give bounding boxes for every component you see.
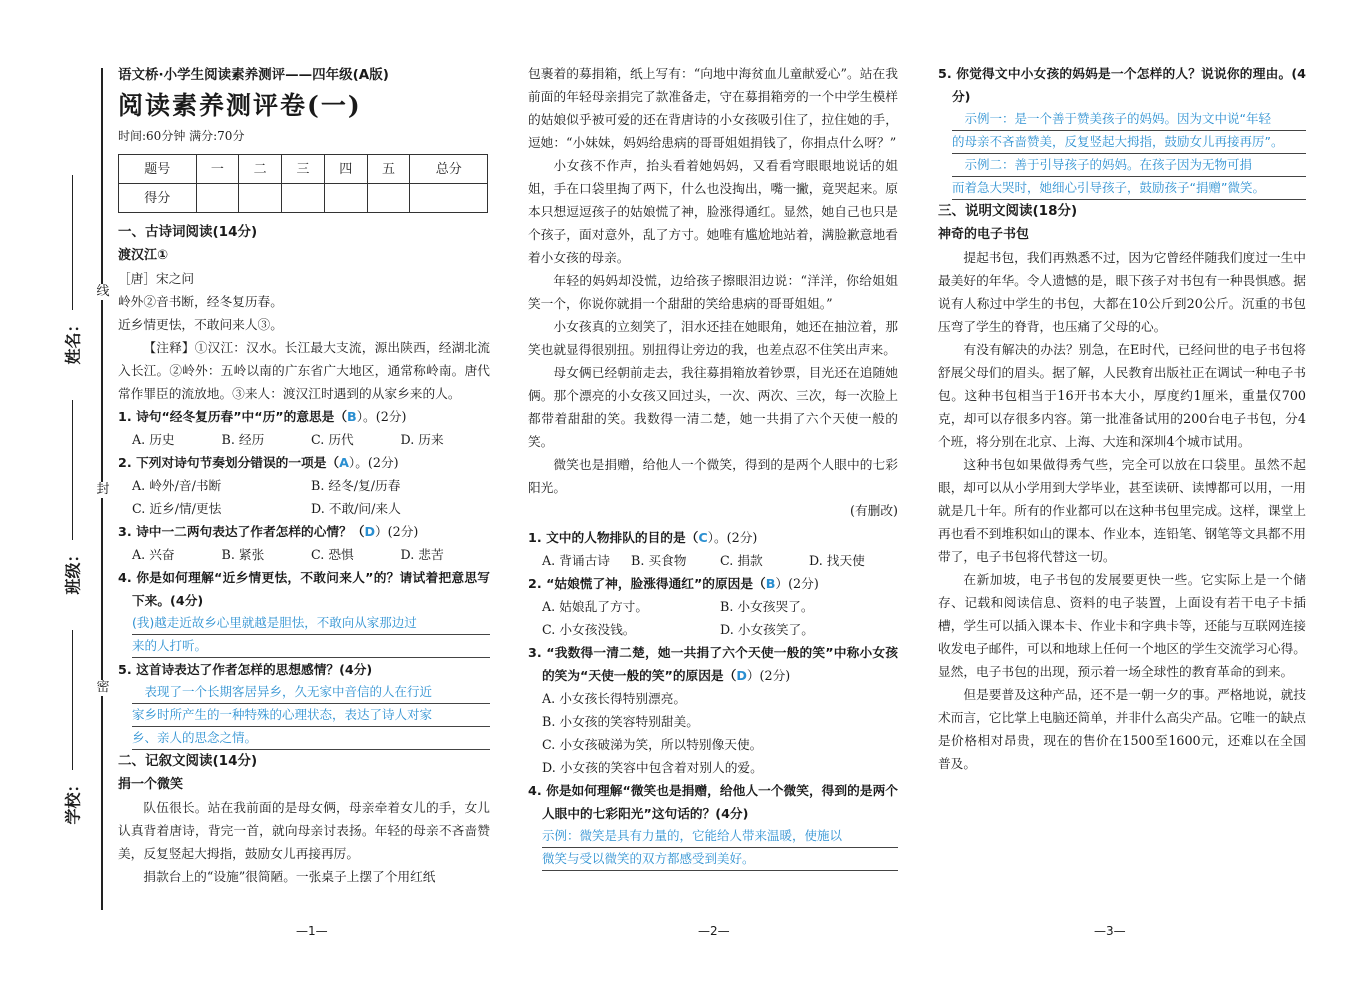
score-cell: 五 — [367, 155, 410, 184]
answer-choice: D — [736, 668, 747, 683]
score-cell: 三 — [282, 155, 325, 184]
options-1-3: A. 兴奋 B. 紧张 C. 恐惧 D. 悲苦 — [132, 547, 444, 562]
column-1 — [118, 62, 490, 888]
source-note: (有删改) — [850, 503, 898, 518]
score-input-cell[interactable] — [324, 184, 367, 213]
question-1-1: 1. 诗句“经冬复历春”中“历”的意思是（B）。(2分) — [118, 409, 407, 424]
poem-author: ［唐］宋之问 — [118, 271, 195, 286]
series-title: 语文桥·小学生阅读素养测评——四年级(A版) — [118, 67, 389, 83]
answer-1-5: 表现了一个长期客居异乡，久无家中音信的人在行近 家乡时所产生的一种特殊的心理状态，表达了诗人对家 乡、亲人的思念之情。 — [118, 681, 490, 750]
answer-choice: B — [765, 576, 776, 591]
article-paragraph: 但是要普及这种产品，还不是一朝一夕的事。严格地说，就技术而言，它比掌上电脑还简单，并非什么高尖产品。它唯一的缺点是价格相对昂贵，现在的售价在1500至1600元，还难以在全国普及。 — [938, 687, 1306, 771]
question-1-5: 5. 这首诗表达了作者怎样的思想感情？(4分) — [118, 662, 373, 677]
options-2-2b: C. 小女孩没钱。 D. 小女孩笑了。 — [542, 622, 814, 637]
page-number-2: —2— — [698, 924, 730, 938]
story-paragraph: 队伍很长。站在我前面的是母女俩，母亲牵着女儿的手，女儿认真背着唐诗，背完一首，就向母亲讨表扬。年轻的母亲不吝啬赞美，反复竖起大拇指，鼓励女儿再接再厉。 — [118, 800, 490, 861]
score-cell: 一 — [196, 155, 239, 184]
binding-margin — [0, 0, 115, 999]
section-1-heading: 一、古诗词阅读(14分) — [118, 224, 258, 240]
article-paragraph: 提起书包，我们再熟悉不过，因为它曾经伴随我们度过一生中最美好的年华。令人遗憾的是，眼下孩子对书包有一种畏惧感。据说有人称过中学生的书包，大都在10公斤到20公斤。沉重的书包压弯了学生的脊背，也压痛了父母的心。 — [938, 250, 1306, 334]
options-2-2: A. 姑娘乱了方寸。 B. 小女孩哭了。 — [542, 599, 814, 614]
section-2-heading: 二、记叙文阅读(14分) — [118, 753, 258, 769]
score-cell: 二 — [239, 155, 282, 184]
class-field-line — [72, 400, 73, 540]
story-paragraph: 年轻的妈妈却没慌，边给孩子擦眼泪边说：“洋洋，你给姐姐笑一个，你说你就捐一个甜甜的笑给患病的哥哥姐姐。” — [528, 273, 898, 311]
story-paragraph: 捐款台上的“设施”很简陋。一张桌子上摆了个用红纸 — [143, 869, 436, 884]
answer-choice: C — [698, 530, 708, 545]
name-field-label: 姓名： — [63, 316, 83, 365]
page-number-3: —3— — [1094, 924, 1126, 938]
story-paragraph: 小女孩不作声，抬头看着她妈妈，又看看穹眼眼地说话的姐姐，手在口袋里掏了两下，什么也没掏出，嘴一撇，竟哭起来。原本只想逗逗孩子的姑娘慌了神，脸涨得通红。显然，她自己也只是个孩子，面对意外，乱了方寸。她唯有尴尬地站着，满脸歉意地看着小女孩的母亲。 — [528, 158, 898, 265]
section-3-heading: 三、说明文阅读(18分) — [938, 203, 1078, 219]
column-3 — [938, 62, 1306, 775]
class-field-label: 班级： — [63, 546, 83, 595]
options-1-1: A. 历史 B. 经历 C. 历代 D. 历来 — [132, 432, 444, 447]
article-paragraph: 这种书包如果做得秀气些，完全可以放在口袋里。虽然不起眼，却可以从小学用到大学毕业，甚至读研、读博都可以用，一用就是几十年。所有的作业都可以在这种书包里完成。这样，课堂上再也看不到堆积如山的课本、作业本，连铅笔、钢笔等文具都不用带了，电子书包将代替这一切。 — [938, 457, 1306, 564]
article-title: 神奇的电子书包 — [938, 227, 1030, 242]
option: A. 小女孩长得特别漂亮。 — [542, 691, 687, 706]
exam-meta: 时间:60分钟 满分:70分 — [118, 129, 245, 143]
score-cell: 题号 — [119, 155, 197, 184]
poem-line-2: 近乡情更怯，不敢问来人③。 — [118, 317, 283, 332]
score-table — [118, 154, 488, 213]
option: C. 小女孩破涕为笑，所以特别像天使。 — [542, 737, 763, 752]
option: B. 小女孩的笑容特别甜美。 — [542, 714, 699, 729]
answer-2-4: 示例：微笑是具有力量的，它能给人带来温暖，使施以 微笑与受以微笑的双方都感受到美好。 — [528, 825, 898, 871]
question-2-4: 4. 你是如何理解“微笑也是捐赠，给他人一个微笑，得到的是两个人眼中的七彩阳光”这句话的？(4分) — [528, 783, 898, 821]
score-input-cell[interactable] — [410, 184, 488, 213]
score-input-cell[interactable] — [367, 184, 410, 213]
score-cell: 总分 — [410, 155, 488, 184]
options-1-2: A. 岭外/音/书断 B. 经冬/复/历春 — [132, 478, 401, 493]
score-table-score-row — [119, 184, 488, 213]
story-paragraph: 小女孩真的立刻笑了，泪水还挂在她眼角，她还在抽泣着，那笑也就显得很别扭。别扭得让旁边的我，也差点忍不住笑出声来。 — [528, 319, 898, 357]
poem-line-1: 岭外②音书断，经冬复历春。 — [118, 294, 283, 309]
question-1-2: 2. 下列对诗句节奏划分错误的一项是（A）。(2分) — [118, 455, 399, 470]
score-cell: 四 — [324, 155, 367, 184]
options-2-1: A. 背诵古诗 B. 买食物 C. 捐款 D. 找天使 — [542, 553, 865, 568]
binding-word-secret: 密 — [96, 680, 110, 695]
answer-choice: B — [347, 409, 357, 424]
story-paragraph: 包裹着的募捐箱，纸上写有：“向地中海贫血儿童献爱心”。站在我前面的年轻母亲捐完了款准备走，守在募捐箱旁的一个中学生模样的姑娘似乎被可爱的还在背唐诗的小女孩吸引住了，拉住她的手，逗她：“小妹妹，妈妈给患病的哥哥姐姐捐钱了，你捐点什么呀？” — [528, 66, 898, 150]
score-cell: 得分 — [119, 184, 197, 213]
answer-1-4: (我)越走近故乡心里就越是胆怯，不敢向从家那边过 来的人打听。 — [118, 612, 490, 658]
school-field-label: 学校： — [63, 776, 83, 825]
score-input-cell[interactable] — [196, 184, 239, 213]
answer-choice: A — [339, 455, 349, 470]
score-input-cell[interactable] — [282, 184, 325, 213]
answer-2-5: 示例一：是一个善于赞美孩子的妈妈。因为文中说“年轻 的母亲不吝啬赞美，反复竖起大拇指，鼓励女儿再接再厉”。 示例二：善于引导孩子的妈妈。在孩子因为无物可捐 而着急大哭时，她细心引导孩子，鼓励孩子“捐赠”微笑。 — [938, 108, 1306, 200]
article-paragraph: 在新加坡，电子书包的发展要更快一些。它实际上是一个储存、记载和阅读信息、资料的电子装置，上面设有若干电子卡插槽，学生可以插入课本卡、作业卡和字典卡等，还能与互联网连接收发电子邮件，可以和地球上任何一个地区的学生交流学习心得。显然，电子书包的出现，预示着一场全球性的教育革命的到来。 — [938, 572, 1306, 679]
question-1-3: 3. 诗中一二两句表达了作者怎样的心情？（D）(2分) — [118, 524, 419, 539]
name-field-line — [72, 175, 73, 310]
question-1-4: 4. 你是如何理解“近乡情更怯，不敢问来人”的？请试着把意思写下来。(4分) — [118, 570, 490, 608]
column-2 — [528, 62, 898, 871]
school-field-line — [72, 630, 73, 770]
question-2-1: 1. 文中的人物排队的目的是（C）。(2分) — [528, 530, 758, 545]
option: D. 小女孩的笑容中包含着对别人的爱。 — [542, 760, 763, 775]
question-2-2: 2. “姑娘慌了神，脸涨得通红”的原因是（B）(2分) — [528, 576, 819, 591]
score-input-cell[interactable] — [239, 184, 282, 213]
answer-choice: D — [364, 524, 375, 539]
article-paragraph: 有没有解决的办法？别急，在E时代，已经问世的电子书包将舒展父母们的眉头。据了解，人民教育出版社正在调试一种电子书包。这种书包相当于16开书本大小，厚度约1厘米，重量仅700克，却可以存很多内容。第一批准备试用的200台电子书包，分4个班，将分别在北京、上海、大连和深圳4个城市试用。 — [938, 342, 1306, 449]
poem-notes: 【注释】①汉江：汉水。长江最大支流，源出陕西，经湖北流入长江。②岭外：五岭以南的广东省广大地区，通常称岭南。唐代常作罪臣的流放地。③来人：渡汉江时遇到的从家乡来的人。 — [118, 340, 490, 401]
exam-title: 阅读素养测评卷(一) — [118, 91, 362, 120]
poem-title: 渡汉江① — [118, 248, 169, 263]
options-1-2b: C. 近乡/情/更怯 D. 不敢/问/来人 — [132, 501, 401, 516]
page-number-1: —1— — [296, 924, 328, 938]
binding-word-seal: 封 — [96, 482, 110, 497]
question-2-3: 3. “我数得一清二楚，她一共捐了六个天使一般的笑”中称小女孩的笑为“天使一般的笑”的原因是（D）(2分) — [528, 645, 898, 683]
question-2-5: 5. 你觉得文中小女孩的妈妈是一个怎样的人？说说你的理由。(4分) — [938, 66, 1306, 104]
binding-word-line: 线 — [96, 284, 110, 299]
story-paragraph: 母女俩已经朝前走去，我往募捐箱放着钞票，目光还在追随她俩。那个漂亮的小女孩又回过头，一次、两次、三次，每一次脸上都带着甜甜的笑。我数得一清二楚，她一共捐了六个天使一般的笑。 — [528, 365, 898, 449]
story-title: 捐一个微笑 — [118, 777, 184, 792]
story-paragraph: 微笑也是捐赠，给他人一个微笑，得到的是两个人眼中的七彩阳光。 — [528, 457, 898, 495]
score-table-header-row — [119, 155, 488, 184]
